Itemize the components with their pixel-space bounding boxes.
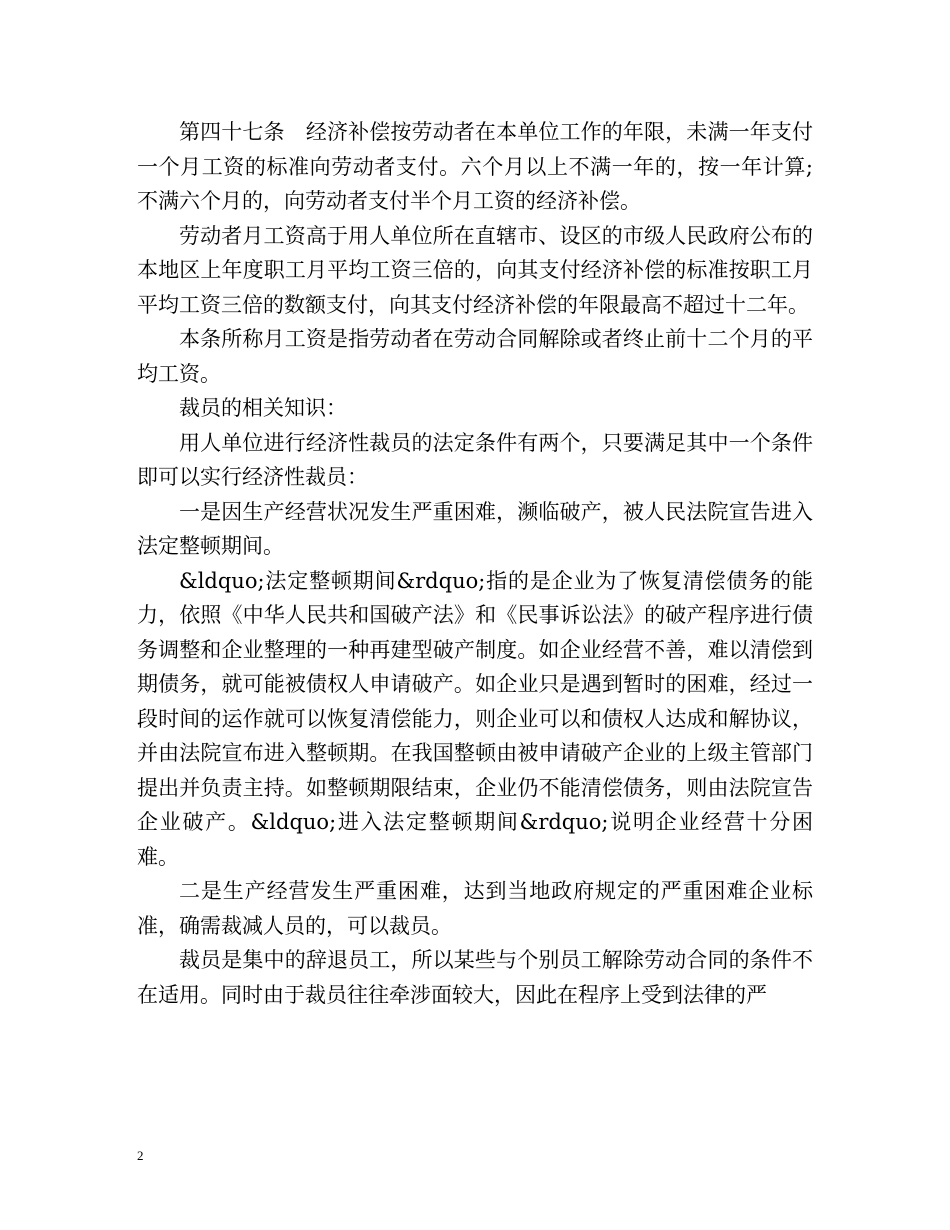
paragraph-collective-dismissal: 裁员是集中的辞退员工，所以某些与个别员工解除劳动合同的条件不在适用。同时由于裁员往往牵涉面较大，因此在程序上受到法律的严 (137, 948, 813, 1007)
paragraph-condition-two: 二是生产经营发生严重困难，达到当地政府规定的严重困难企业标准，确需裁减人员的，可以裁员。 (137, 879, 813, 938)
paragraph-monthly-wage-definition: 本条所称月工资是指劳动者在劳动合同解除或者终止前十二个月的平均工资。 (137, 327, 813, 386)
paragraph-wage-cap: 劳动者月工资高于用人单位所在直辖市、设区的市级人民政府公布的本地区上年度职工月平均工资三倍的，向其支付经济补偿的标准按职工月平均工资三倍的数额支付，向其支付经济补偿的年限最高不超过十二年。 (137, 223, 813, 317)
paragraph-reorganization-period: &ldquo;法定整顿期间&rdquo;指的是企业为了恢复清偿债务的能力，依照《中华人民共和国破产法》和《民事诉讼法》的破产程序进行债务调整和企业整理的一种再建型破产制度。如企业经营不善，难以清偿到期债务，就可能被债权人申请破产。如企业只是遇到暂时的困难，经过一段时间的运作就可以恢复清偿能力，则企业可以和债权人达成和解协议，并由法院宣布进入整顿期。在我国整顿由被申请破产企业的上级主管部门提出并负责主持。如整顿期限结束，企业仍不能清偿债务，则由法院宣告企业破产。&ldquo;进入法定整顿期间&rdquo;说明企业经营十分困难。 (137, 568, 813, 869)
page-number: 2 (137, 1148, 144, 1163)
paragraph-article-47: 第四十七条 经济补偿按劳动者在本单位工作的年限，未满一年支付一个月工资的标准向劳动者支付。六个月以上不满一年的，按一年计算;不满六个月的，向劳动者支付半个月工资的经济补偿。 (137, 120, 813, 213)
paragraph-layoff-heading: 裁员的相关知识： (179, 396, 347, 420)
paragraph-condition-one: 一是因生产经营状况发生严重困难，濒临破产，被人民法院宣告进入法定整顿期间。 (137, 499, 813, 558)
body-text (137, 115, 813, 1012)
paragraph-layoff-conditions: 用人单位进行经济性裁员的法定条件有两个，只要满足其中一个条件即可以实行经济性裁员： (137, 430, 813, 489)
